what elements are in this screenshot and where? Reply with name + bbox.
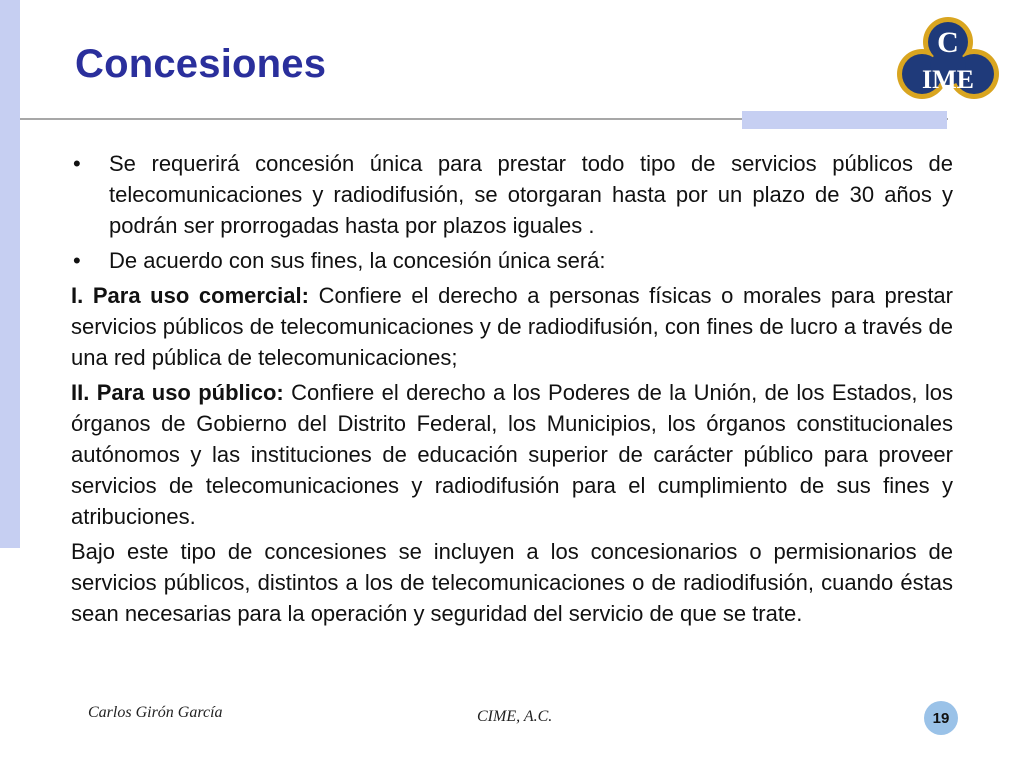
paragraph-text: Bajo este tipo de concesiones se incluyen a los concesionarios o permisionarios de servicios públicos, distintos a los de telecomunicaciones o de radiodifusión, cuando éstas sean necesarias para la operación y seguridad del servicio de que se trate. (71, 539, 953, 626)
bullet-symbol: • (73, 248, 81, 273)
paragraph-lead: II. Para uso público: (71, 380, 284, 405)
paragraph-text: Confiere el derecho a personas físicas o morales para prestar servicios públicos de telecomunicaciones y de radiodifusión, con fines de lucro a través de una red pública de telecomunicaciones; (71, 283, 953, 370)
bullet-item (71, 148, 953, 241)
logo-text-bottom: IME (922, 65, 974, 94)
title-divider-accent (742, 111, 947, 129)
page-number-badge: 19 (924, 701, 958, 735)
paragraph-public-use (71, 377, 953, 532)
slide-title: Concesiones (75, 42, 327, 86)
bullet-item (71, 245, 953, 276)
slide-body (71, 148, 953, 633)
left-accent-bar (0, 0, 20, 548)
bullet-symbol: • (73, 151, 81, 176)
paragraph-text: Confiere el derecho a los Poderes de la Unión, de los Estados, los órganos de Gobierno del Distrito Federal, los Municipios, los órganos constitucionales autónomos y las instituciones de educación superior de carácter público para proveer servicios de telecomunicaciones y radiodifusión para el cumplimiento de sus fines y atribuciones. (71, 380, 953, 529)
paragraph-lead: I. Para uso comercial: (71, 283, 309, 308)
paragraph-commercial-use (71, 280, 953, 373)
cime-logo (896, 12, 1000, 110)
bullet-text: Se requerirá concesión única para prestar todo tipo de servicios públicos de telecomunicaciones y radiodifusión, se otorgaran hasta por un plazo de 30 años y podrán ser prorrogadas hasta por plazos iguales . (109, 151, 953, 238)
paragraph-closing (71, 536, 953, 629)
logo-text-top: C (937, 26, 959, 59)
footer-author: Carlos Girón García (88, 704, 223, 721)
footer-organization: CIME, A.C. (477, 708, 553, 725)
bullet-text: De acuerdo con sus fines, la concesión única será: (109, 248, 606, 273)
